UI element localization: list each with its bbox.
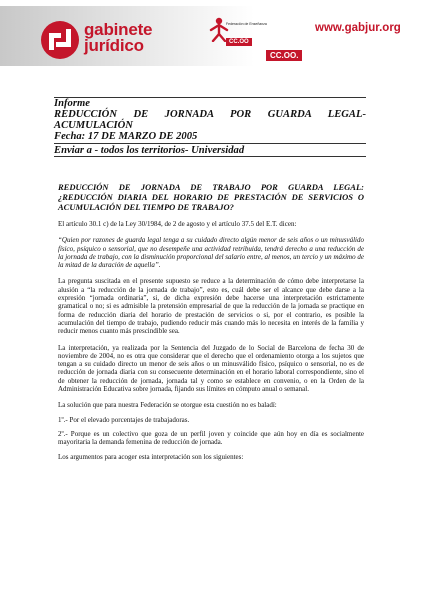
paragraph-arguments: Los argumentos para acoger esta interpretación son los siguientes: [58,452,244,461]
union-logo: CC.OO. [266,50,302,61]
send-to: Enviar a - todos los territorios- Universidad [54,143,366,156]
brand-line-1: gabinete [84,20,153,39]
paragraph-intro: El artículo 30.1 c) de la Ley 30/1984, de 2 de agosto y el artículo 37.5 del E.T. dicen: [58,220,297,228]
gabinete-juridico-logo-icon [40,20,80,60]
paragraph-solution: La solución que para nuestra Federación se otorgue esta cuestión no es baladí: [58,401,277,410]
list-item-2: 2º.- Porque es un colectivo que goza de un perfil joven y coincide que aún hoy en día es socialmente mayoritaria la demanda femenina de reducción de jornada. [58,429,364,447]
info-box [54,97,366,157]
document-type: Informe [54,98,90,109]
brand-line-2: jurídico [84,36,144,55]
document-body [58,182,364,461]
legal-quote: “Quien por razones de guarda legal tenga a su cuidado directo algún menor de seis años o un minusválido físico, psíquico o sensorial, que no desempeñe una actividad retribuida, tendrá derecho a una reducción de la jornada de trabajo, con la disminución proporcional del salario entre, al menos, un tercio y un máximo de la mitad de la duración de aquella”. [58,236,364,270]
document-title: REDUCCIÓN DE JORNADA DE TRABAJO POR GUARDA LEGAL: ¿REDUCCIÓN DIARIA DEL HORARIO DE PRESTACIÓN DE SERVICIOS O ACUMULACIÓN DEL TIEMPO DE TRABAJO? [58,182,364,212]
paragraph-interpretation: La interpretación, ya realizada por la Sentencia del Juzgado de lo Social de Barcelona de fecha 30 de noviembre de 2004, no es otra que considerar que el derecho que el ordenamiento otorga a los sujetos que tengan a su cuidado directo un menor de seis años o un minusválido físico, psíquico o sensorial, no es de reducción de jornada diaria con su consecuente determinación en el horario laboral correspondiente, sino el de obtener la reducción de jornada, jornada tal y como se establece en convenio, o en la Orden de la Administración Educativa sobre jornada, fijando sus límites en cómputo anual o semanal. [58,343,364,394]
subject-line-2: ACUMULACIÓN [54,120,133,131]
union-logo-small: CC.OO [226,38,252,46]
federation-text: Federación de Enseñanza [226,22,267,26]
brand-name [84,22,174,54]
header-banner [0,0,424,80]
list-item-1: 1º.- Por el elevado porcentajes de trabajadoras. [58,415,190,424]
document-date: Fecha: 17 DE MARZO DE 2005 [54,131,198,142]
paragraph-question: La pregunta suscitada en el presente supuesto se reduce a la determinación de cómo debe interpretarse la alusión a “la reducción de la jornada de trabajo”, esto es, cuál debe ser el alcance que debe darse a la expresión “jornada ordinaria”, si, de dicha expresión debe hacerse una interpretación estrictamente gramatical o no; si es admisible la pretensión empresarial de que la reducción de la jornada se practique en forma de reducción diaria del horario de prestación de servicios o si, por el contrario, es posible la acumulación del tiempo de trabajo, pudiendo reducir más cuando más lo necesita en interés de la familia y reducir menos cuanto más prescindible sea. [58,277,364,336]
website-link[interactable]: www.gabjur.org [315,22,401,34]
subject-line-1: REDUCCIÓN DE JORNADA POR GUARDA LEGAL- [54,109,366,120]
